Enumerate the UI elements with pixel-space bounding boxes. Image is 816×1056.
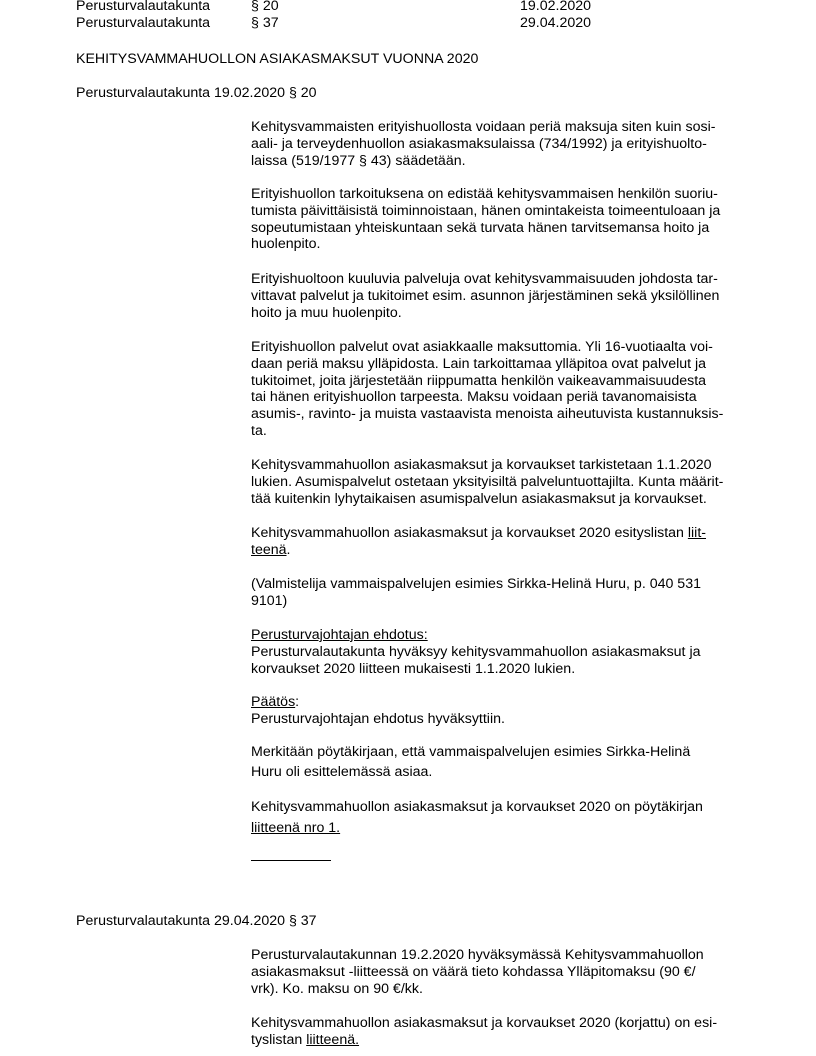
text-line: asumis-, ravinto- ja muista vastaavista menoista aiheutuvista kustannuksis-	[251, 406, 724, 423]
text-line: tumista päivittäisistä toiminnoistaan, hänen omintakeista toimeentuloaan ja	[251, 202, 721, 219]
text-line: Erityishuoltoon kuuluvia palveluja ovat kehitysvammaisuuden johdosta tar-	[251, 271, 718, 287]
text-line: Kehitysvammahuollon asiakasmaksut ja korvaukset tarkistetaan 1.1.2020	[251, 457, 712, 473]
text: Kehitysvammahuollon asiakasmaksut ja korvaukset 2020 esityslistan	[251, 525, 688, 541]
header-row-date: 19.02.2020	[520, 0, 592, 14]
header-row-body: Perusturvalautakunta	[76, 0, 211, 14]
decision-text: Perusturvajohtajan ehdotus hyväksyttiin.	[251, 710, 505, 727]
text-line: tää kuitenkin lyhytaikaisen asumispalvelun asiakasmaksut ja korvaukset.	[251, 490, 707, 507]
paragraph-corrected-attachment	[251, 1015, 771, 1049]
text-line: hoito ja muu huolenpito.	[251, 304, 402, 321]
decision-label: Päätös	[251, 694, 296, 710]
meeting-heading: Perusturvalautakunta 19.02.2020 § 20	[76, 85, 317, 101]
text-line: vrk). Ko. maksu on 90 €/kk.	[251, 980, 423, 997]
text-line: tai hänen erityishuollon tarpeesta. Maksu voidaan periä tavanomaisista	[251, 389, 697, 406]
header-row-body: Perusturvalautakunta	[76, 15, 211, 31]
text-line: 9101)	[251, 592, 288, 609]
text-line: Merkitään pöytäkirjaan, että vammaispalvelujen esimies Sirkka-Helinä	[251, 744, 691, 760]
meeting-heading: Perusturvalautakunta 29.04.2020 § 37	[76, 913, 317, 929]
paragraph-review	[251, 457, 771, 507]
text-line: (Valmistelija vammaispalvelujen esimies Sirkka-Helinä Huru, p. 040 531	[251, 576, 701, 592]
text-line: Huru oli esittelemässä asiaa.	[251, 763, 433, 780]
paragraph-attachment	[251, 525, 771, 559]
header-row-section: § 20	[251, 0, 279, 14]
text-line: tukitoimet, joita järjestetään riippumatta henkilön vaikeavammaisuudesta	[251, 372, 707, 389]
proposal-label: Perusturvajohtajan ehdotus:	[251, 627, 428, 643]
decision-section	[251, 694, 771, 728]
header-row-date: 29.04.2020	[520, 15, 592, 31]
paragraph-preparer	[251, 576, 771, 610]
document-title: KEHITYSVAMMAHUOLLON ASIAKASMAKSUT VUONNA 2020	[76, 51, 479, 67]
paragraph-correction	[251, 947, 771, 997]
proposal-section	[251, 627, 771, 677]
attachment-link[interactable]: liit-	[687, 525, 706, 541]
text: tyslistan	[251, 1031, 307, 1048]
text-line: vittavat palvelut ja tukitoimet esim. asunnon järjestäminen sekä yksilöllinen	[251, 287, 720, 304]
text-line: sopeutumistaan yhteiskuntaan sekä turvata hänen tarvitsemansa hoito ja	[251, 219, 710, 236]
paragraph-purpose	[251, 186, 771, 253]
text-line: Erityishuollon palvelut ovat asiakkaalle maksuttomia. Yli 16-vuotiaalta voi-	[251, 339, 713, 355]
corrected-attachment-link[interactable]: liitteenä.	[306, 1031, 360, 1048]
paragraph-note	[251, 743, 771, 782]
attachment-link[interactable]: teenä	[251, 541, 287, 558]
text: .	[286, 541, 291, 558]
text-line: Erityishuollon tarkoituksena on edistää kehitysvammaisen henkilön suoriu-	[251, 186, 718, 202]
text-line: lukien. Asumispalvelut ostetaan yksityisiltä palveluntuottajilta. Kunta määrit-	[251, 473, 724, 490]
text-line: Perusturvalautakunta hyväksyy kehitysvammahuollon asiakasmaksut ja	[251, 643, 701, 660]
text-line: Kehitysvammaisten erityishuollosta voidaan periä maksuja siten kuin sosi-	[251, 119, 716, 135]
text-line: Kehitysvammahuollon asiakasmaksut ja korvaukset 2020 (korjattu) on esi-	[251, 1015, 718, 1031]
text-line: Kehitysvammahuollon asiakasmaksut ja korvaukset 2020 on pöytäkirjan	[251, 799, 703, 815]
header-row-section: § 37	[251, 15, 279, 31]
text-line: aali- ja terveydenhuollon asiakasmaksulaissa (734/1992) ja erityishuolto-	[251, 135, 707, 152]
text-line: laissa (519/1977 § 43) säädetään.	[251, 152, 466, 169]
paragraph-services	[251, 271, 771, 321]
paragraph-fees	[251, 339, 771, 440]
text-line: asiakasmaksut -liitteessä on väärä tieto kohdassa Ylläpitomaksu (90 €/	[251, 963, 696, 980]
text-line: huolenpito.	[251, 236, 321, 253]
decision-colon: :	[295, 694, 300, 710]
separator-line	[251, 860, 331, 861]
paragraph-minutes-attachment	[251, 797, 771, 838]
text-line: daan periä maksu ylläpidosta. Lain tarkoittamaa ylläpitoa ovat palvelut ja	[251, 355, 707, 372]
text-line: Perusturvalautakunnan 19.2.2020 hyväksymässä Kehitysvammahuollon	[251, 947, 704, 963]
text-line: korvaukset 2020 liitteen mukaisesti 1.1.2020 lukien.	[251, 660, 576, 677]
minutes-attachment-link[interactable]: liitteenä nro 1.	[251, 819, 341, 836]
text-line: ta.	[251, 422, 267, 439]
paragraph-legal-basis	[251, 119, 771, 169]
